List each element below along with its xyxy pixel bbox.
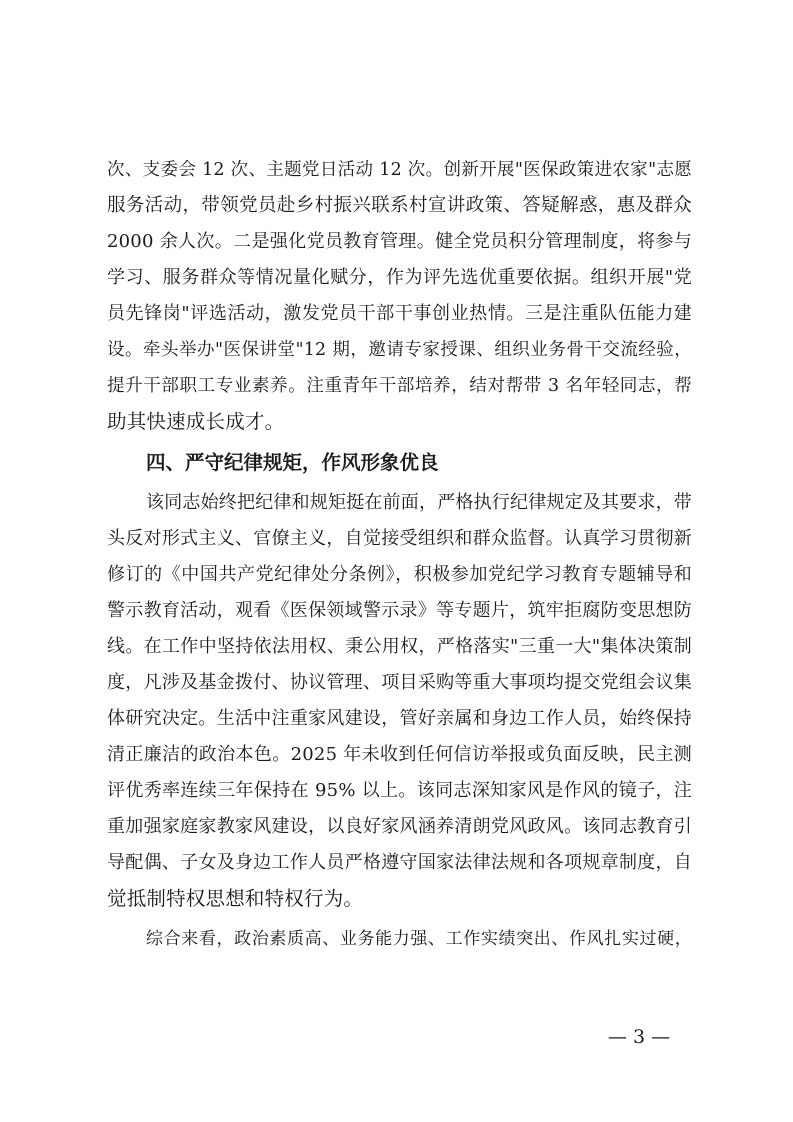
body-text-line: 助其快速成长成才。 (107, 410, 285, 433)
body-text-line: 次、支委会 12 次、主题党日活动 12 次。创新开展"医保政策进农家"志愿 (107, 160, 692, 180)
body-text-line: 度，凡涉及基金拨付、协议管理、项目采购等重大事项均提交党组会议集 (107, 672, 692, 693)
body-text-line: 修订的《中国共产党纪律处分条例》，积极参加党纪学习教育专题辅导和 (107, 564, 692, 585)
body-text-line: 综合来看，政治素质高、业务能力强、工作实绩突出、作风扎实过硬， (146, 929, 692, 949)
body-text-line: 体研究决定。生活中注重家风建设，管好亲属和身边工作人员，始终保持 (107, 708, 692, 729)
body-text-line: 评优秀率连续三年保持在 95% 以上。该同志深知家风是作风的镜子，注 (107, 780, 692, 801)
body-text-line: 设。牵头举办"医保讲堂"12 期，邀请专家授课、组织业务骨干交流经验， (107, 340, 692, 360)
page-number: — 3 — (607, 1026, 671, 1048)
body-text-line: 导配偶、子女及身边工作人员严格遵守国家法律法规和各项规章制度，自 (107, 852, 692, 873)
body-text-line: 重加强家庭家教家风建设，以良好家风涵养清朗党风政风。该同志教育引 (107, 816, 692, 837)
body-text-line: 学习、服务群众等情况量化赋分，作为评先选优重要依据。组织开展"党 (107, 267, 692, 288)
body-text-line: 头反对形式主义、官僚主义，自觉接受组织和群众监督。认真学习贯彻新 (107, 528, 692, 549)
body-text-line: 清正廉洁的政治本色。2025 年未收到任何信访举报或负面反映，民主测 (107, 744, 692, 765)
body-text-line: 2000 余人次。二是强化党员教育管理。健全党员积分管理制度，将参与 (107, 231, 692, 252)
body-text-line: 员先锋岗"评选活动，激发党员干部干事创业热情。三是注重队伍能力建 (107, 303, 692, 324)
body-text-line: 线。在工作中坚持依法用权、秉公用权，严格落实"三重一大"集体决策制 (107, 636, 692, 657)
body-text-line: 警示教育活动，观看《医保领域警示录》等专题片，筑牢拒腐防变思想防 (107, 600, 692, 621)
body-text-line: 服务活动，带领党员赴乡村振兴联系村宣讲政策、答疑解惑，惠及群众 (107, 195, 692, 216)
body-text-line: 该同志始终把纪律和规矩挺在前面，严格执行纪律规定及其要求，带 (146, 492, 692, 513)
section-heading: 四、严守纪律规矩，作风形象优良 (146, 451, 439, 474)
body-text-line: 提升干部职工专业素养。注重青年干部培养，结对帮带 3 名年轻同志，帮 (107, 376, 692, 396)
body-text-line: 觉抵制特权思想和特权行为。 (107, 887, 364, 910)
